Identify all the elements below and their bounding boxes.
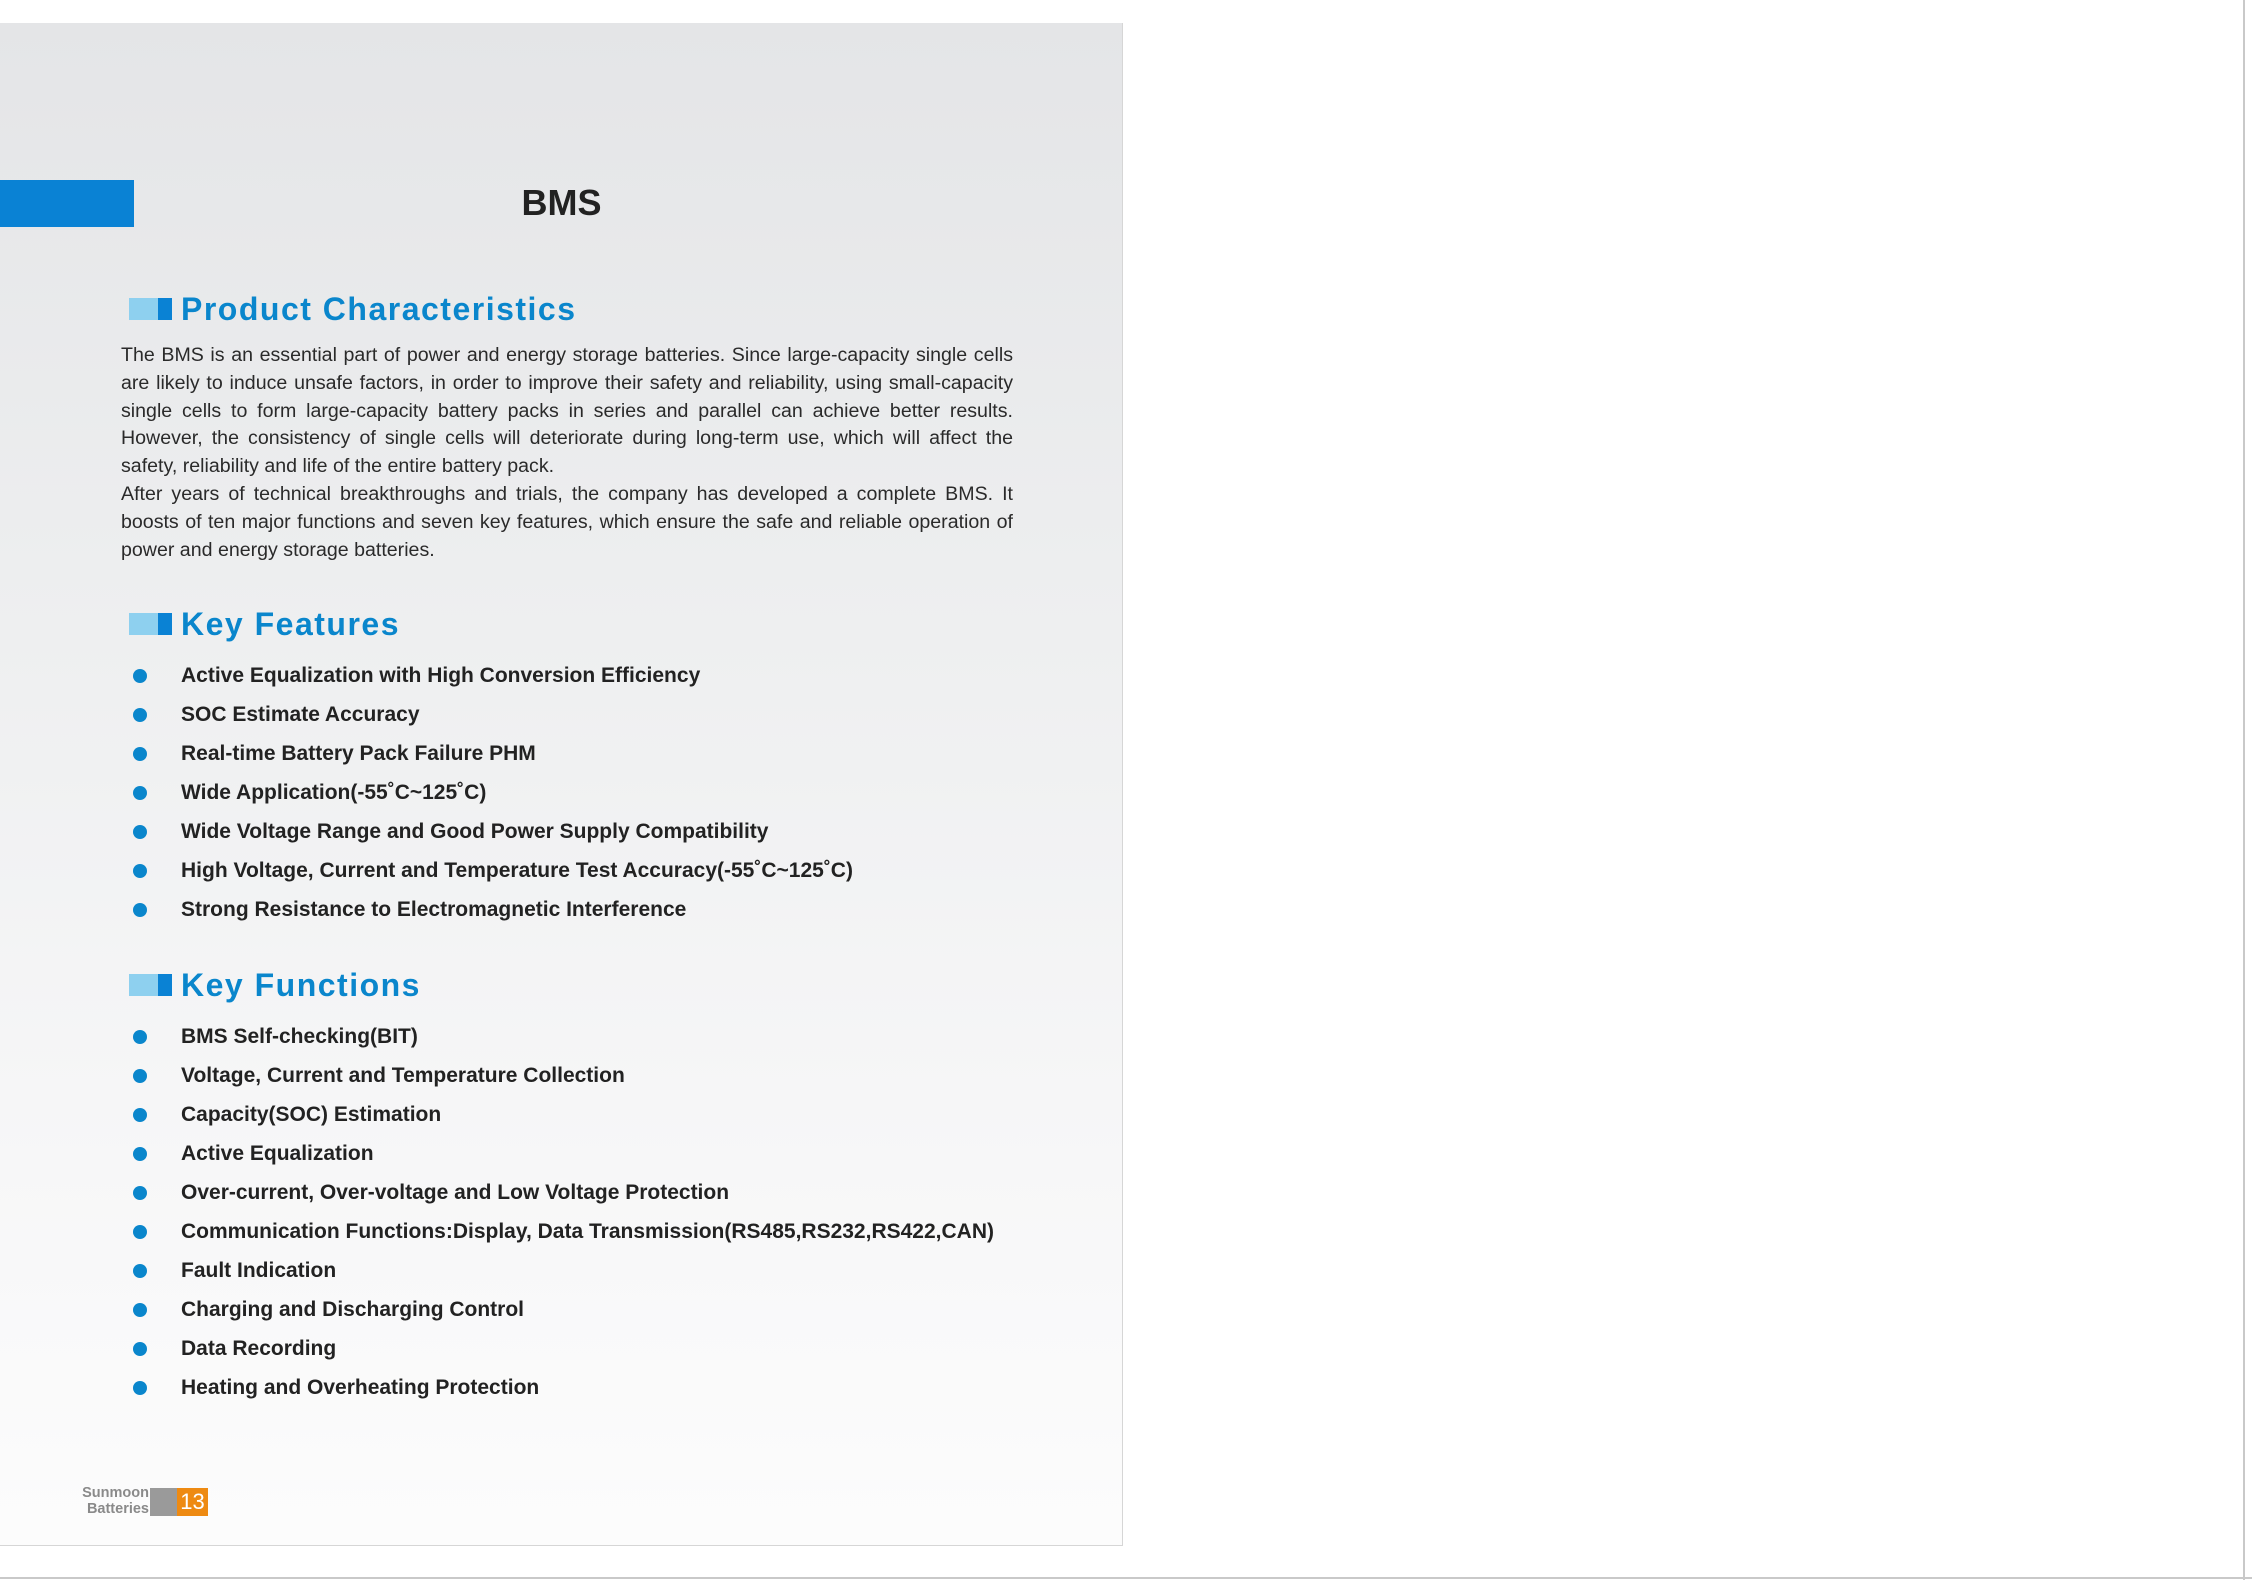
list-item — [129, 1095, 994, 1134]
list-item-text: Wide Application(-55˚C~125˚C) — [181, 780, 487, 804]
bullet-icon — [133, 1069, 147, 1083]
section-marker-icon — [129, 974, 172, 996]
list-item — [129, 1173, 994, 1212]
section-header-key-features — [129, 604, 400, 644]
list-item-text: Charging and Discharging Control — [181, 1297, 525, 1321]
list-item — [129, 1212, 994, 1251]
bullet-icon — [133, 864, 147, 878]
list-item-text: Data Recording — [181, 1336, 337, 1360]
list-item — [129, 890, 853, 929]
list-item — [129, 1290, 994, 1329]
bullet-icon — [133, 825, 147, 839]
page-number: 13 — [177, 1488, 208, 1516]
footer-gray-block — [150, 1488, 177, 1516]
paragraph: After years of technical breakthroughs and trials, the company has developed a complete BMS. It boosts of ten major functions and seven key features, which ensure the safe and reliable operation of power and energy storage batteries. — [121, 482, 1013, 561]
viewer-edge-divider — [2243, 0, 2245, 1580]
bullet-icon — [133, 747, 147, 761]
bullet-icon — [133, 1030, 147, 1044]
list-item — [129, 1329, 994, 1368]
page-title: BMS — [521, 182, 602, 223]
bullet-icon — [133, 1381, 147, 1395]
document-page — [0, 23, 1123, 1546]
bullet-icon — [133, 1264, 147, 1278]
section-header-product-characteristics — [129, 289, 577, 329]
list-item — [129, 1017, 994, 1056]
list-item-text: Strong Resistance to Electromagnetic Interference — [181, 897, 687, 921]
footer-brand — [77, 1485, 149, 1517]
key-features-list — [129, 656, 853, 929]
viewer-bottom-divider — [0, 1577, 2252, 1579]
list-item-text: High Voltage, Current and Temperature Test Accuracy(-55˚C~125˚C) — [181, 858, 853, 882]
section-marker-icon — [129, 298, 172, 320]
bullet-icon — [133, 1108, 147, 1122]
list-item — [129, 656, 853, 695]
brand-line: Sunmoon — [82, 1485, 149, 1501]
list-item-text: Wide Voltage Range and Good Power Supply Compatibility — [181, 819, 769, 843]
bullet-icon — [133, 1225, 147, 1239]
list-item — [129, 851, 853, 890]
section-header-key-functions — [129, 965, 421, 1005]
key-functions-list — [129, 1017, 994, 1407]
bullet-icon — [133, 1147, 147, 1161]
list-item-text: Real-time Battery Pack Failure PHM — [181, 741, 536, 765]
list-item-text: BMS Self-checking(BIT) — [181, 1024, 418, 1048]
bullet-icon — [133, 1303, 147, 1317]
paragraph: The BMS is an essential part of power and energy storage batteries. Since large-capacity single cells are likely to induce unsafe factors, in order to improve their safety and reliability, using small-capacity single cells to form large-capacity battery packs in series and parallel can achieve better results. However, the consistency of single cells will deteriorate during long-term use, which will affect the safety, reliability and life of the entire battery pack. — [121, 344, 1013, 478]
list-item — [129, 1368, 994, 1407]
bullet-icon — [133, 1186, 147, 1200]
list-item-text: Active Equalization — [181, 1141, 374, 1165]
list-item-text: Active Equalization with High Conversion Efficiency — [181, 663, 701, 687]
list-item — [129, 1056, 994, 1095]
list-item-text: Heating and Overheating Protection — [181, 1375, 540, 1399]
product-characteristics-text — [121, 342, 1013, 564]
list-item — [129, 773, 853, 812]
section-marker-icon — [129, 613, 172, 635]
list-item-text: SOC Estimate Accuracy — [181, 702, 420, 726]
bullet-icon — [133, 903, 147, 917]
list-item-text: Voltage, Current and Temperature Collection — [181, 1063, 625, 1087]
list-item — [129, 1251, 994, 1290]
list-item-text: Communication Functions:Display, Data Transmission(RS485,RS232,RS422,CAN) — [181, 1219, 994, 1243]
list-item-text: Over-current, Over-voltage and Low Voltage Protection — [181, 1180, 730, 1204]
bullet-icon — [133, 786, 147, 800]
list-item — [129, 1134, 994, 1173]
list-item — [129, 734, 853, 773]
list-item — [129, 812, 853, 851]
section-title: Product Characteristics — [181, 290, 577, 327]
list-item-text: Fault Indication — [181, 1258, 337, 1282]
bullet-icon — [133, 1342, 147, 1356]
list-item-text: Capacity(SOC) Estimation — [181, 1102, 442, 1126]
bullet-icon — [133, 708, 147, 722]
bullet-icon — [133, 669, 147, 683]
list-item — [129, 695, 853, 734]
section-title: Key Features — [181, 605, 400, 642]
brand-line: Batteries — [86, 1501, 149, 1517]
section-title: Key Functions — [181, 966, 421, 1003]
